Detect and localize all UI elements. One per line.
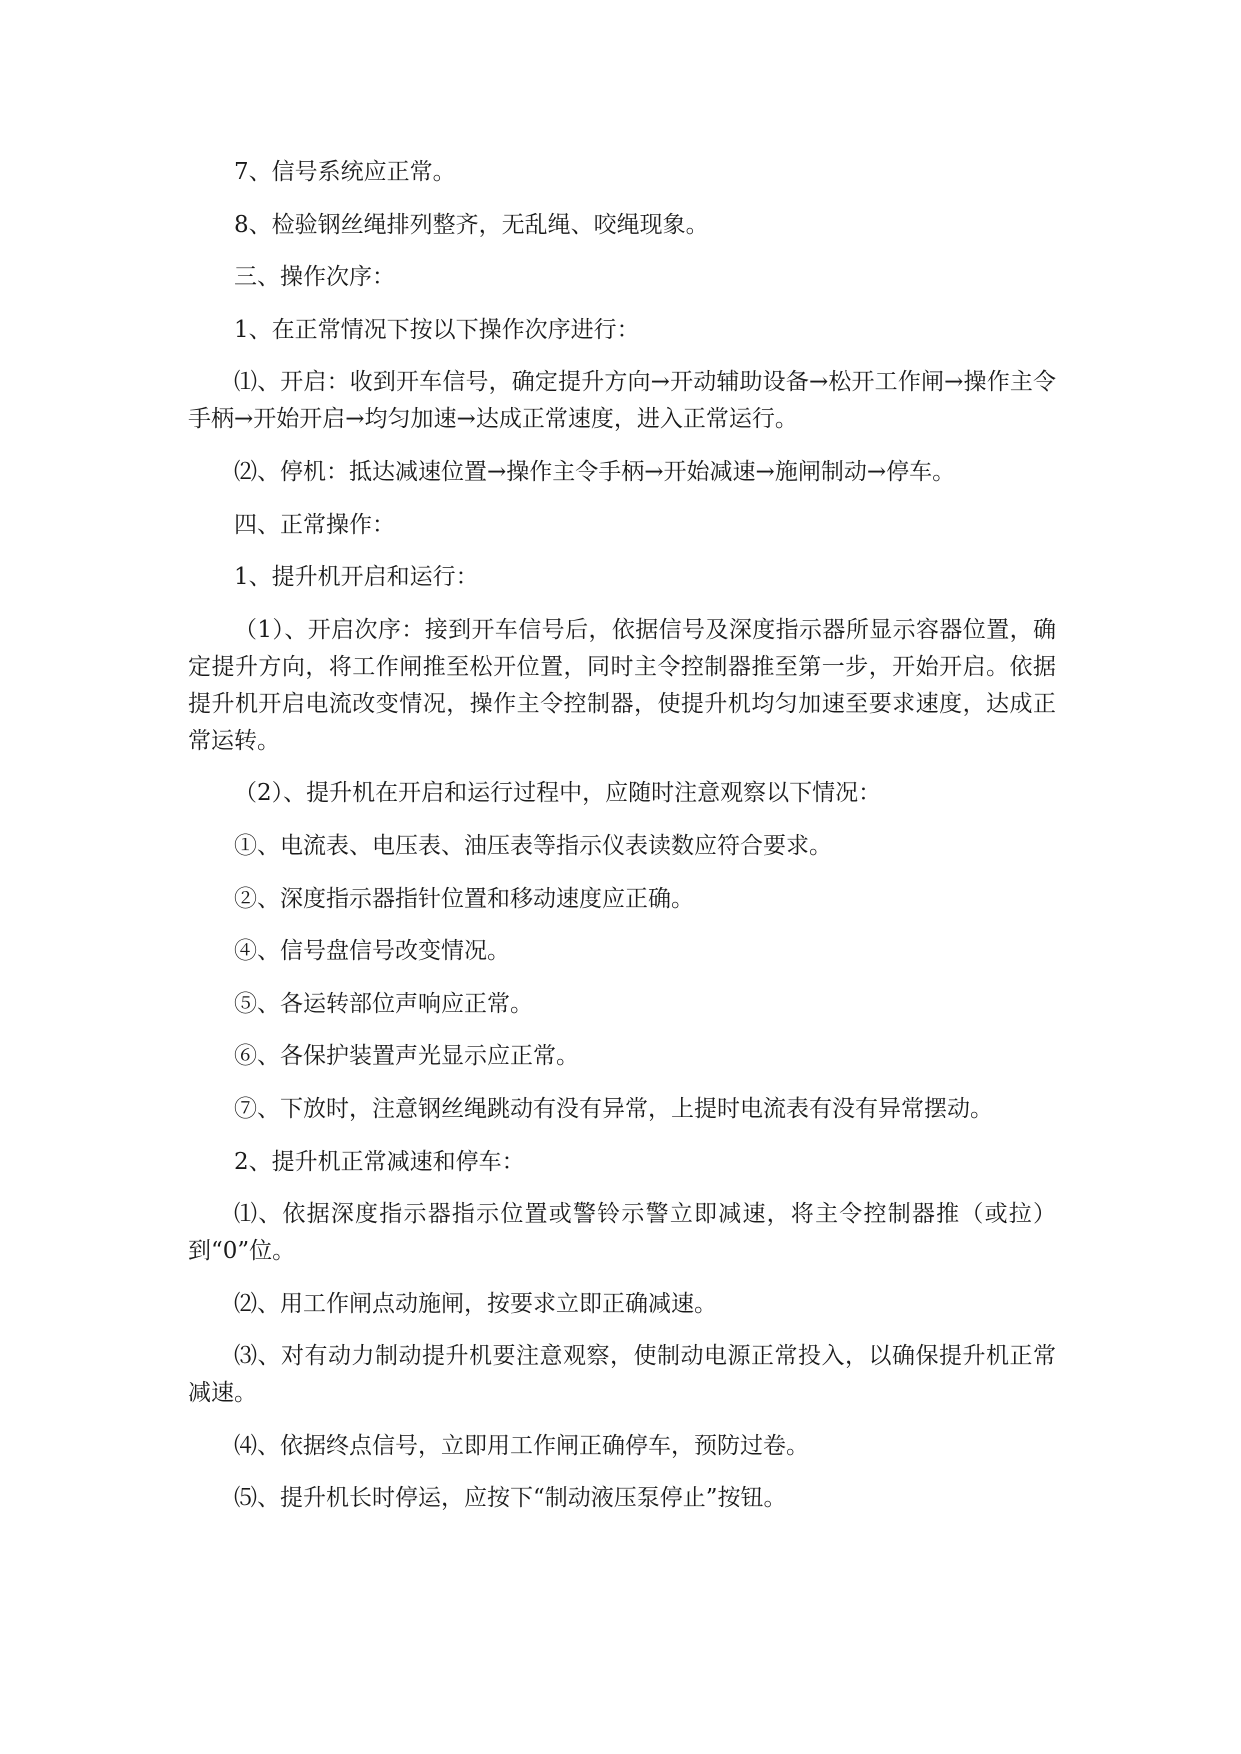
paragraph: （1）、开启次序：接到开车信号后，依据信号及深度指示器所显示容器位置，确定提升方向，将工作闸推至松开位置，同时主令控制器推至第一步，开始开启。依据提升机开启电流改变情况，操作主令控制器，使提升机均匀加速至要求速度，达成正常运转。 xyxy=(188,616,1056,754)
list-item: ⑦、下放时，注意钢丝绳跳动有没有异常，上提时电流表有没有异常摆动。 xyxy=(234,1095,993,1122)
list-item: ①、电流表、电压表、油压表等指示仪表读数应符合要求。 xyxy=(234,832,832,859)
list-item: ②、深度指示器指针位置和移动速度应正确。 xyxy=(234,885,694,912)
list-item: ⑸、提升机长时停运，应按下“制动液压泵停止”按钮。 xyxy=(234,1485,787,1512)
list-item: ⑥、各保护装置声光显示应正常。 xyxy=(234,1043,579,1070)
list-item: ⑤、各运转部位声响应正常。 xyxy=(234,990,533,1017)
paragraph: 7、信号系统应正常。 xyxy=(234,159,456,185)
paragraph: 1、在正常情况下按以下操作次序进行： xyxy=(234,316,640,343)
paragraph: 1、提升机开启和运行： xyxy=(234,564,479,591)
list-item: ⑵、用工作闸点动施闸，按要求立即正确减速。 xyxy=(234,1290,717,1317)
paragraph: ⑵、停机：抵达减速位置→操作主令手柄→开始减速→施闸制动→停车。 xyxy=(234,458,956,485)
list-item: ⑶、对有动力制动提升机要注意观察，使制动电源正常投入，以确保提升机正常减速。 xyxy=(188,1343,1056,1407)
paragraph: （2）、提升机在开启和运行过程中，应随时注意观察以下情况： xyxy=(234,780,882,807)
list-item: ⑴、依据深度指示器指示位置或警铃示警立即减速，将主令控制器推（或拉）到“0”位。 xyxy=(188,1201,1056,1265)
document-body xyxy=(188,154,1056,1533)
paragraph: ⑴、开启：收到开车信号，确定提升方向→开动辅助设备→松开工作闸→操作主令手柄→开始开启→均匀加速→达成正常速度，进入正常运行。 xyxy=(188,369,1056,433)
paragraph: 2、提升机正常减速和停车： xyxy=(234,1148,525,1175)
section-heading: 三、操作次序： xyxy=(234,264,395,291)
section-heading: 四、正常操作： xyxy=(234,511,395,538)
paragraph: 8、检验钢丝绳排列整齐，无乱绳、咬绳现象。 xyxy=(234,211,709,238)
list-item: ⑷、依据终点信号，立即用工作闸正确停车，预防过卷。 xyxy=(234,1432,809,1459)
list-item: ④、信号盘信号改变情况。 xyxy=(234,938,510,965)
